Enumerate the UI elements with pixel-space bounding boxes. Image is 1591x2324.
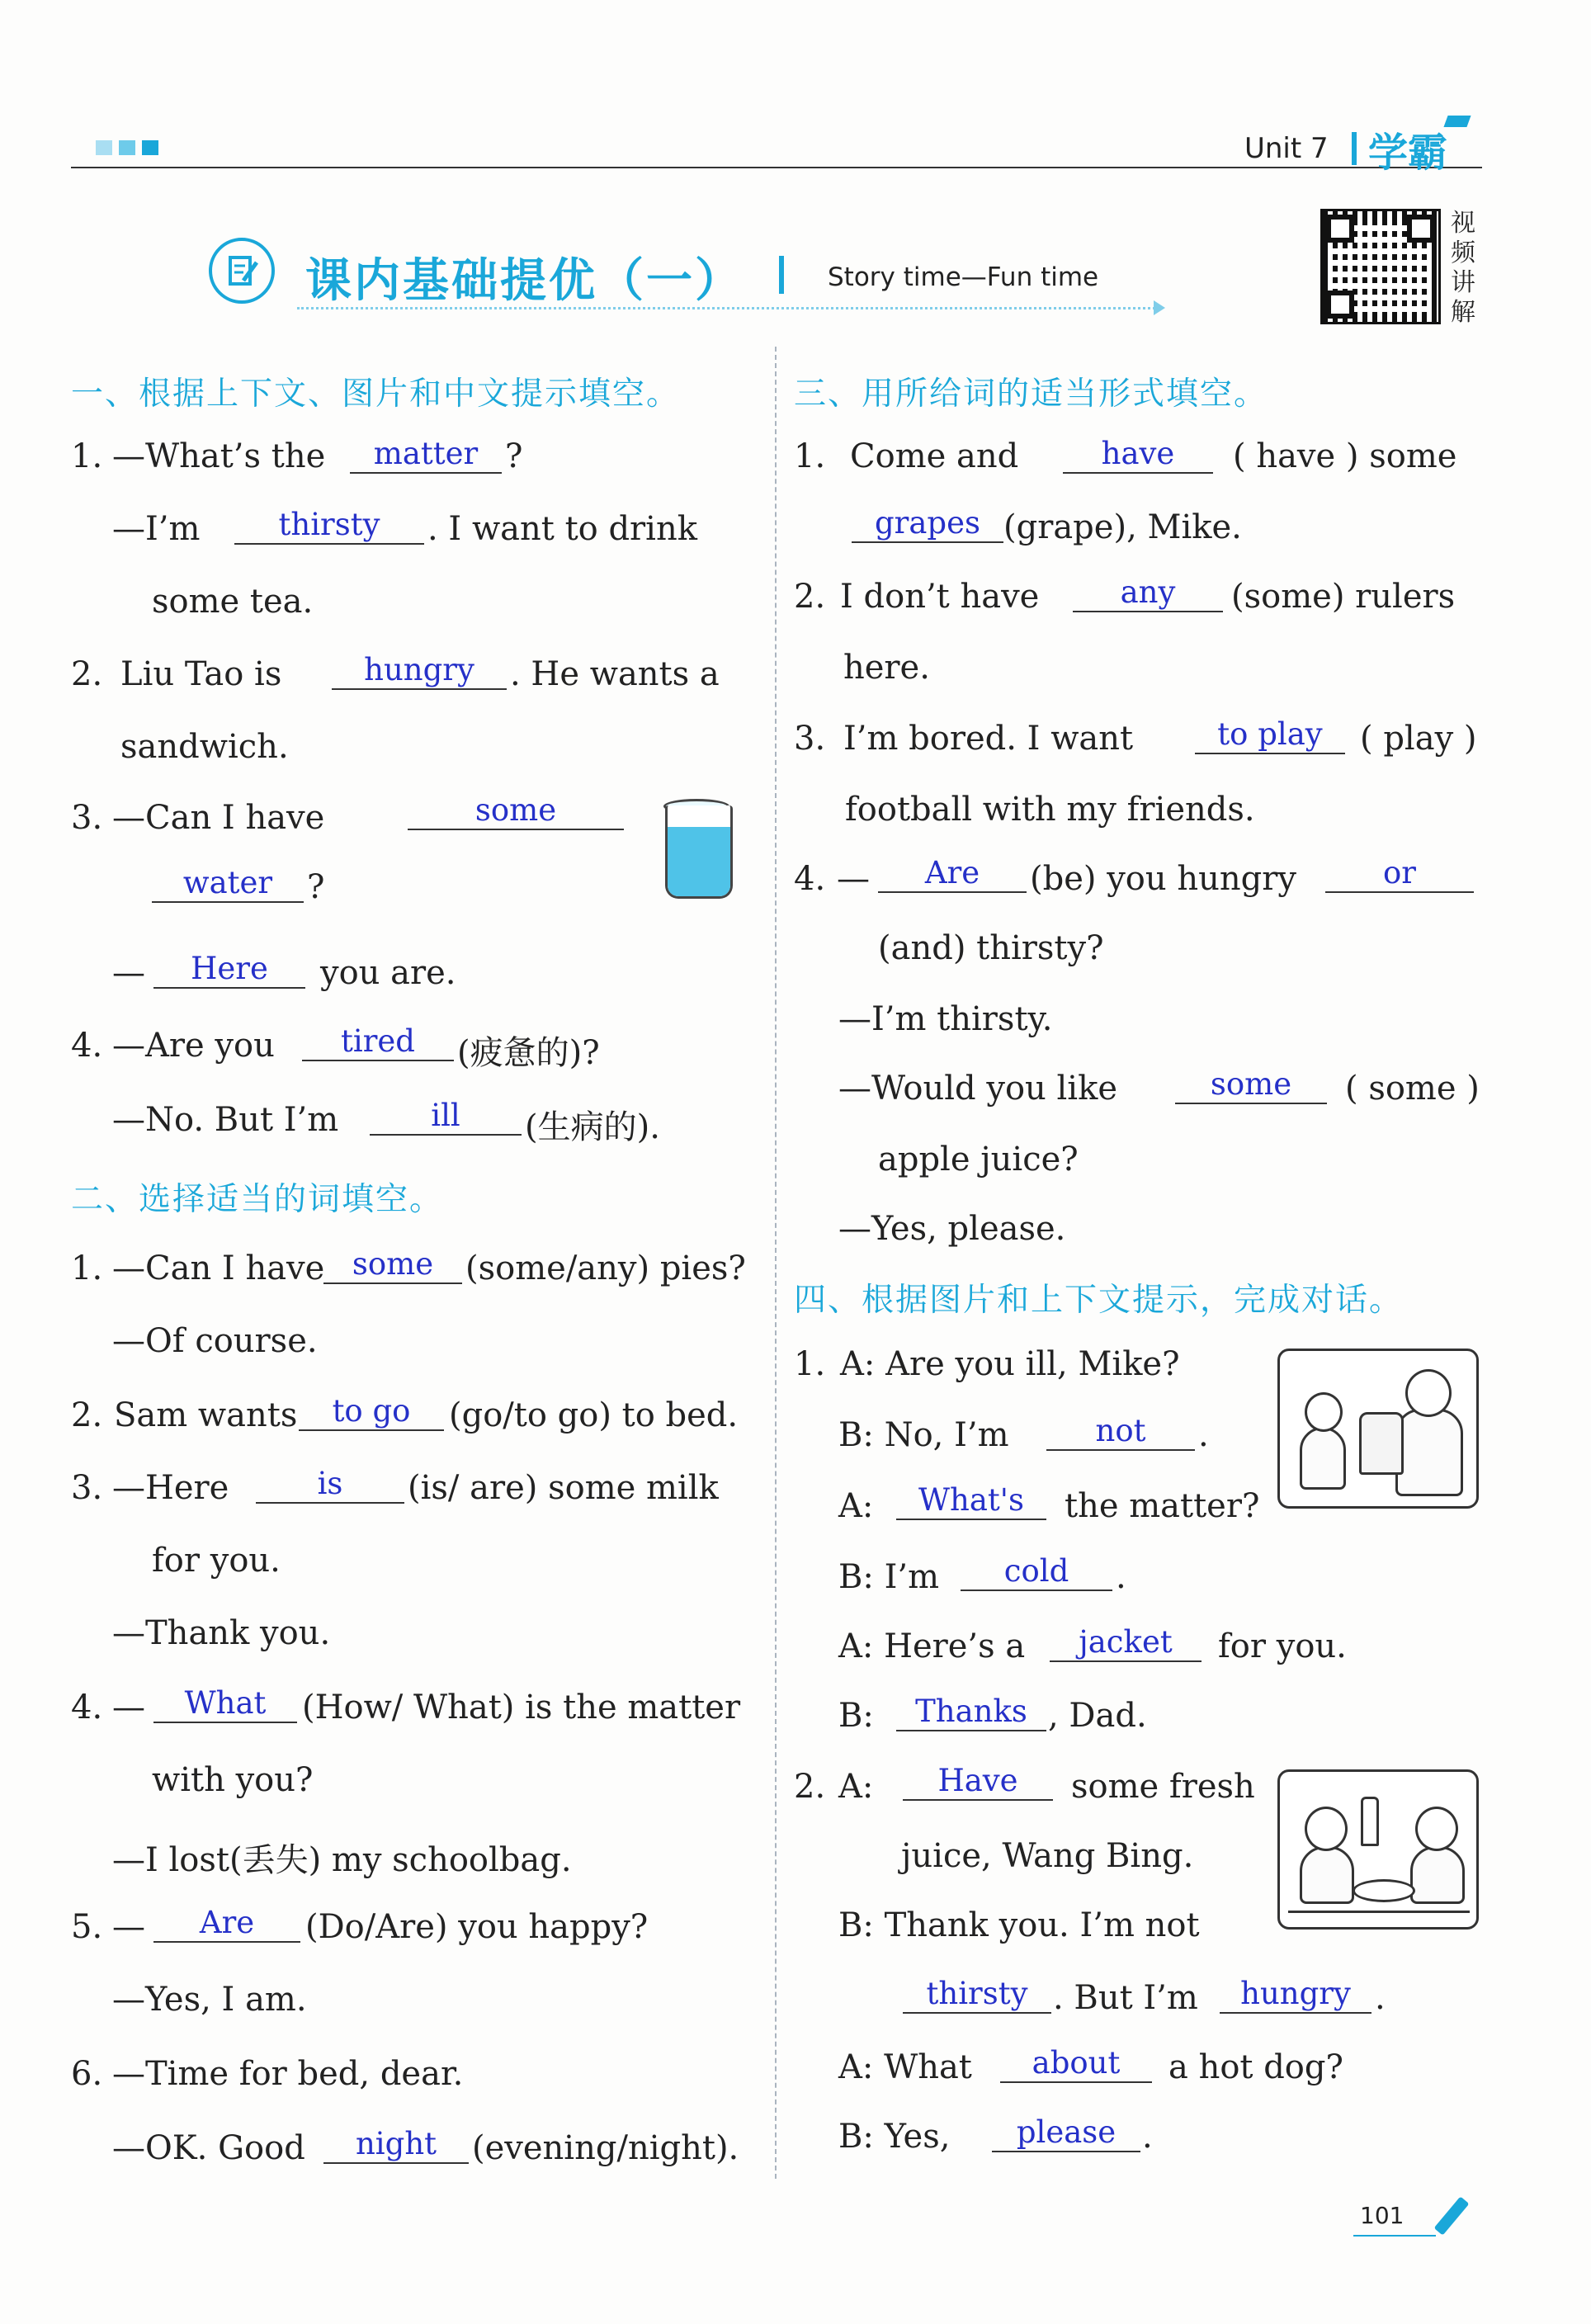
q1-4b-text-end: (生病的). bbox=[525, 1108, 660, 1146]
column-divider bbox=[775, 347, 777, 2179]
picnic-picture bbox=[1277, 1769, 1479, 1930]
q3-4d-text-end: ( some ) bbox=[1345, 1070, 1480, 1108]
q4-1f-text: B: bbox=[838, 1697, 874, 1735]
q2-5-dash: — bbox=[112, 1908, 145, 1946]
q3-4-answer-2[interactable]: or bbox=[1325, 855, 1474, 893]
arrow-icon bbox=[1154, 300, 1165, 315]
q2-4b-text: with you? bbox=[152, 1761, 314, 1799]
q4-1e-answer[interactable]: jacket bbox=[1050, 1624, 1202, 1662]
header-square bbox=[119, 140, 135, 155]
q1-2-text-end: . He wants a bbox=[510, 655, 720, 693]
boy-head-left bbox=[1305, 1807, 1348, 1851]
q3-2-answer[interactable]: any bbox=[1073, 574, 1223, 612]
q2-1-number: 1. bbox=[71, 1249, 103, 1287]
q4-2d-text-end: . bbox=[1375, 1979, 1386, 2017]
q1-4b-answer[interactable]: ill bbox=[370, 1098, 522, 1136]
q4-1b-answer[interactable]: not bbox=[1046, 1413, 1195, 1451]
q4-2-answer[interactable]: Have bbox=[903, 1763, 1053, 1801]
q3-3-text-end: ( play ) bbox=[1360, 720, 1477, 758]
q2-3-text-end: (is/ are) some milk bbox=[408, 1469, 719, 1507]
brand-logo: 学霸 bbox=[1368, 130, 1448, 176]
q3-3-number: 3. bbox=[794, 720, 826, 758]
q2-4-dash: — bbox=[112, 1689, 145, 1726]
q2-6b-text-end: (evening/night). bbox=[472, 2129, 739, 2167]
header-square bbox=[142, 140, 158, 155]
q3-4d-text: —Would you like bbox=[838, 1070, 1118, 1108]
q4-1d-text: B: I’m bbox=[838, 1558, 940, 1596]
dad-head bbox=[1405, 1369, 1452, 1417]
q4-1-text: A: Are you ill, Mike? bbox=[840, 1345, 1180, 1383]
q3-2-number: 2. bbox=[794, 578, 826, 616]
boy-head-right bbox=[1415, 1807, 1458, 1851]
q2-2-number: 2. bbox=[71, 1396, 103, 1434]
q4-1b-text: B: No, I’m bbox=[838, 1416, 1009, 1454]
q1-4-text-end: (疲惫的)? bbox=[457, 1034, 600, 1072]
video-explanation-label: 视频讲解 bbox=[1451, 209, 1475, 327]
q1-4b-text: —No. But I’m bbox=[112, 1101, 339, 1139]
q3-1-answer-2[interactable]: grapes bbox=[852, 505, 1003, 543]
q3-4c-text: —I’m thirsty. bbox=[838, 1000, 1053, 1038]
q3-4-dash: — bbox=[837, 860, 870, 898]
pencil-note-icon bbox=[209, 238, 275, 304]
q1-4-number: 4. bbox=[71, 1027, 103, 1065]
qr-code-icon[interactable] bbox=[1320, 209, 1441, 324]
header-square bbox=[96, 140, 112, 155]
brand-divider bbox=[1352, 132, 1357, 165]
dad-figure bbox=[1395, 1409, 1463, 1496]
q2-4-text-end: (How/ What) is the matter bbox=[302, 1689, 741, 1726]
q1-4-text: —Are you bbox=[112, 1027, 275, 1065]
header-rule bbox=[71, 167, 1482, 168]
title-divider bbox=[779, 256, 784, 294]
q3-4-number: 4. bbox=[794, 860, 826, 898]
q4-2f-answer[interactable]: please bbox=[992, 2114, 1140, 2152]
q2-3-number: 3. bbox=[71, 1469, 103, 1507]
q3-2b-text: here. bbox=[843, 649, 930, 687]
dad-and-mike-picture bbox=[1277, 1349, 1479, 1509]
boy-figure-left bbox=[1300, 1846, 1354, 1904]
q1-3-number: 3. bbox=[71, 799, 103, 837]
q1-3b-answer[interactable]: Here bbox=[153, 951, 305, 989]
q2-6-number: 6. bbox=[71, 2055, 103, 2093]
q3-3b-text: football with my friends. bbox=[845, 791, 1255, 829]
q1-3-text-end: ? bbox=[307, 868, 325, 906]
q2-6b-text: —OK. Good bbox=[112, 2129, 305, 2167]
q3-1-text: Come and bbox=[850, 437, 1019, 475]
q1-4-answer[interactable]: tired bbox=[302, 1023, 454, 1061]
q2-1-text-end: (some/any) pies? bbox=[465, 1249, 746, 1287]
q3-4d-answer[interactable]: some bbox=[1175, 1066, 1327, 1104]
q4-2b-text: juice, Wang Bing. bbox=[901, 1837, 1194, 1875]
water-glass-icon bbox=[665, 805, 733, 899]
pencil-icon bbox=[1434, 2196, 1470, 2235]
q1-1b-text: —I’m bbox=[112, 510, 201, 548]
q4-2f-text: B: Yes, bbox=[838, 2118, 951, 2156]
q2-3b-text: for you. bbox=[152, 1542, 281, 1580]
q1-1-text: —What’s the bbox=[112, 437, 326, 475]
q3-2-text: I don’t have bbox=[840, 578, 1040, 616]
page-number-rule bbox=[1353, 2235, 1436, 2237]
q2-2-answer[interactable]: to go bbox=[299, 1393, 444, 1431]
q2-3-text: —Here bbox=[112, 1469, 229, 1507]
q3-2-text-end: (some) rulers bbox=[1231, 578, 1456, 616]
boy-figure-right bbox=[1410, 1846, 1465, 1904]
q1-3-answer-2[interactable]: water bbox=[152, 865, 304, 903]
q1-1-text-end: ? bbox=[505, 437, 523, 475]
q2-1-text: —Can I have bbox=[112, 1249, 325, 1287]
q2-4c-text: —I lost(丢失) my schoolbag. bbox=[112, 1841, 572, 1879]
q4-2d-text: . But I’m bbox=[1053, 1979, 1198, 2017]
q3-1-answer-1[interactable]: have bbox=[1063, 436, 1213, 474]
title-underline bbox=[297, 307, 1155, 309]
section-3-heading: 三、用所给词的适当形式填空。 bbox=[794, 376, 1268, 413]
q4-2d-answer-2[interactable]: hungry bbox=[1220, 1976, 1371, 2014]
page-title: 课内基础提优（一） bbox=[305, 254, 744, 308]
q4-1d-text-end: . bbox=[1116, 1558, 1126, 1596]
q4-1e-text-end: for you. bbox=[1218, 1627, 1347, 1665]
section-4-heading: 四、根据图片和上下文提示，完成对话。 bbox=[794, 1282, 1404, 1319]
q3-3-answer[interactable]: to play bbox=[1195, 716, 1345, 754]
q3-4b-text: (and) thirsty? bbox=[878, 929, 1104, 967]
ground-line bbox=[1288, 1911, 1470, 1913]
q2-3c-text: —Thank you. bbox=[112, 1614, 331, 1652]
q2-5b-text: —Yes, I am. bbox=[112, 1981, 307, 2019]
page-number: 101 bbox=[1360, 2202, 1405, 2229]
section-1-heading: 一、根据上下文、图片和中文提示填空。 bbox=[71, 376, 681, 413]
unit-label: Unit 7 bbox=[1244, 132, 1329, 165]
q4-2e-text: A: What bbox=[838, 2048, 972, 2086]
q1-2b-text: sandwich. bbox=[120, 728, 289, 766]
q4-1-number: 1. bbox=[794, 1345, 826, 1383]
boy-head bbox=[1305, 1392, 1343, 1432]
q4-1c-answer[interactable]: What's bbox=[896, 1482, 1046, 1520]
q4-2-text: some fresh bbox=[1071, 1768, 1255, 1806]
section-2-heading: 二、选择适当的词填空。 bbox=[71, 1181, 444, 1218]
q1-2-answer[interactable]: hungry bbox=[332, 652, 507, 690]
q4-1d-answer[interactable]: cold bbox=[961, 1553, 1112, 1591]
q2-6-text: —Time for bed, dear. bbox=[112, 2055, 464, 2093]
q4-2c-text: B: Thank you. I’m not bbox=[838, 1906, 1200, 1944]
q2-6b-answer[interactable]: night bbox=[323, 2126, 469, 2164]
q1-3b-text: you are. bbox=[320, 954, 456, 992]
q1-1c-text: some tea. bbox=[152, 583, 314, 621]
q2-4-answer[interactable]: What bbox=[153, 1685, 297, 1723]
q4-2e-answer[interactable]: about bbox=[1000, 2045, 1152, 2083]
q4-2-number: 2. bbox=[794, 1768, 826, 1806]
q4-2d-answer-1[interactable]: thirsty bbox=[903, 1976, 1051, 2014]
graduation-cap-icon bbox=[1443, 116, 1471, 127]
q3-4-text: (be) you hungry bbox=[1030, 860, 1296, 898]
q3-3-text: I’m bored. I want bbox=[843, 720, 1134, 758]
q1-1-answer[interactable]: matter bbox=[350, 436, 502, 474]
q2-2-text-end: (go/to go) to bed. bbox=[449, 1396, 739, 1434]
q4-2e-text-end: a hot dog? bbox=[1168, 2048, 1343, 2086]
q1-1b-answer[interactable]: thirsty bbox=[234, 507, 424, 545]
q2-5-text-end: (Do/Are) you happy? bbox=[305, 1908, 649, 1946]
juice-bottle-icon bbox=[1361, 1797, 1379, 1846]
q3-4-answer-1[interactable]: Are bbox=[878, 855, 1027, 893]
q1-3-answer-1[interactable]: some bbox=[408, 792, 624, 830]
q2-1-answer[interactable]: some bbox=[323, 1246, 462, 1284]
q4-1f-text-end: , Dad. bbox=[1048, 1697, 1147, 1735]
q4-1b-text-end: . bbox=[1198, 1416, 1209, 1454]
q4-2f-text-end: . bbox=[1142, 2118, 1153, 2156]
q4-1f-answer[interactable]: Thanks bbox=[896, 1693, 1046, 1731]
q2-2-text: Sam wants bbox=[114, 1396, 298, 1434]
page-subtitle: Story time—Fun time bbox=[828, 262, 1099, 292]
q3-4f-text: —Yes, please. bbox=[838, 1210, 1066, 1248]
q2-5-answer[interactable]: Are bbox=[153, 1905, 300, 1943]
q3-1-number: 1. bbox=[794, 437, 826, 475]
q4-2-label: A: bbox=[838, 1768, 874, 1806]
q2-3-answer[interactable]: is bbox=[256, 1466, 404, 1504]
plate-icon bbox=[1353, 1879, 1415, 1902]
q2-4-number: 4. bbox=[71, 1689, 103, 1726]
jacket-icon bbox=[1359, 1412, 1404, 1475]
q2-5-number: 5. bbox=[71, 1908, 103, 1946]
q3-1-text-end: (grape), Mike. bbox=[1003, 508, 1242, 546]
q3-4e-text: apple juice? bbox=[878, 1141, 1079, 1179]
q1-2-text: Liu Tao is bbox=[120, 655, 282, 693]
q4-1c-text-end: the matter? bbox=[1065, 1487, 1260, 1525]
q1-3-text: —Can I have bbox=[112, 799, 325, 837]
q4-1e-text: A: Here’s a bbox=[838, 1627, 1026, 1665]
q1-1-number: 1. bbox=[71, 437, 103, 475]
q2-1b-text: —Of course. bbox=[112, 1322, 318, 1360]
q3-1-text-mid: ( have ) some bbox=[1233, 437, 1457, 475]
q1-1b-text-end: . I want to drink bbox=[427, 510, 697, 548]
q1-3b-dash: — bbox=[112, 954, 145, 992]
q4-1c-text: A: bbox=[838, 1487, 874, 1525]
boy-figure bbox=[1300, 1427, 1346, 1490]
q1-2-number: 2. bbox=[71, 655, 103, 693]
